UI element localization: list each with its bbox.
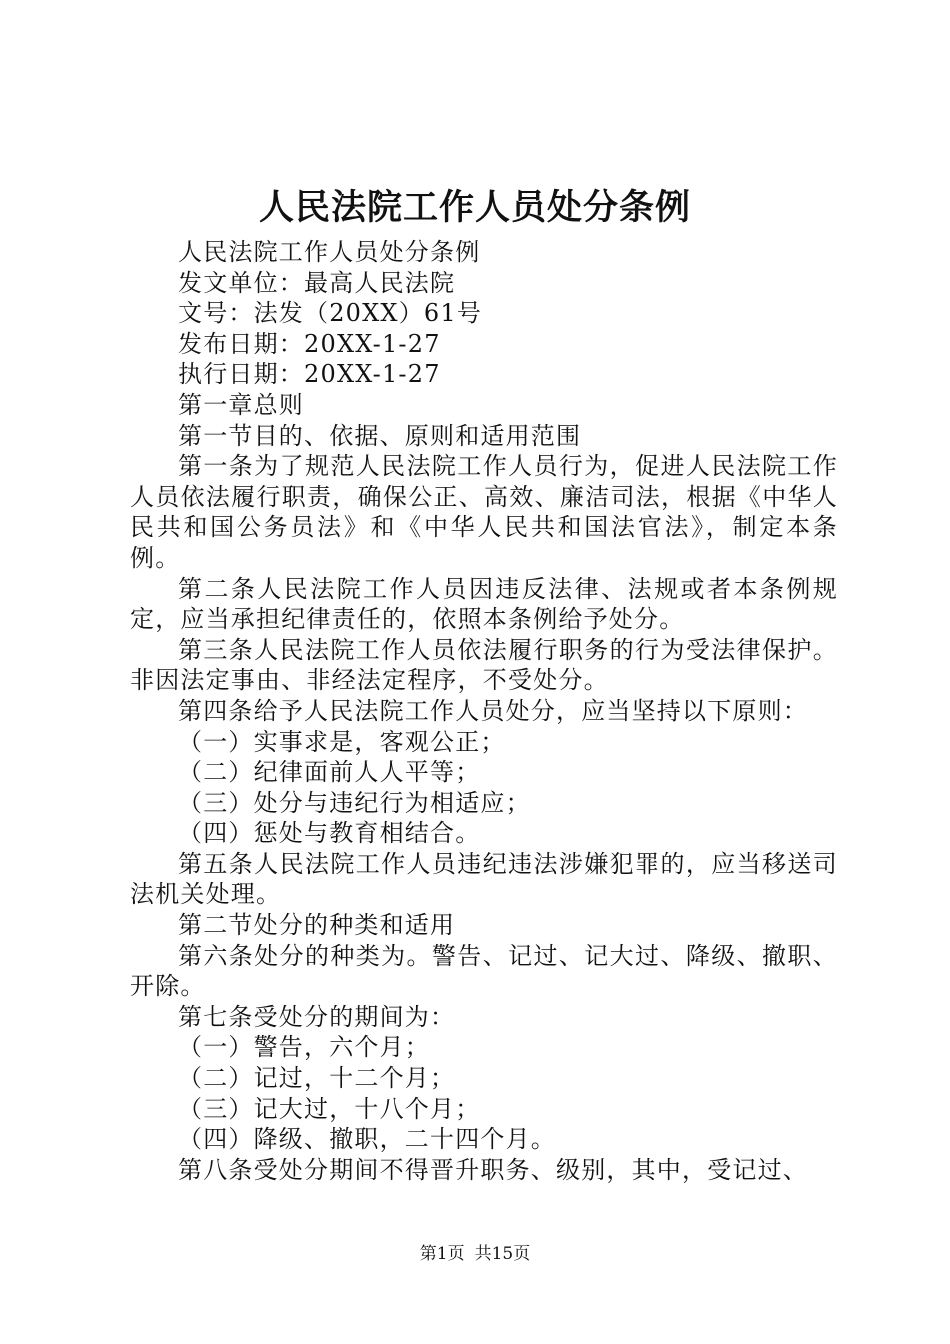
paragraph: 发文单位：最高人民法院: [178, 268, 456, 297]
document-body: [130, 237, 838, 1185]
article-paragraph: 第七条受处分的期间为：: [178, 1002, 456, 1031]
page-footer: [0, 1242, 950, 1266]
paragraph: 文号：法发（20XX）61号: [178, 299, 483, 328]
article-paragraph: 第六条处分的种类为。警告、记过、记大过、降级、撤职、开除。: [130, 941, 838, 1001]
list-item: （二）纪律面前人人平等；: [178, 758, 481, 787]
article-paragraph: 第五条人民法院工作人员违纪违法涉嫌犯罪的，应当移送司法机关处理。: [130, 849, 838, 909]
article-paragraph: 第八条受处分期间不得晋升职务、级别，其中，受记过、: [178, 1155, 808, 1184]
section-heading: 第二节处分的种类和适用: [178, 911, 456, 940]
article-paragraph: 第四条给予人民法院工作人员处分，应当坚持以下原则：: [178, 696, 808, 725]
list-item: （一）警告，六个月；: [178, 1033, 430, 1062]
list-item: （一）实事求是，客观公正；: [178, 727, 506, 756]
paragraph: 发布日期：20XX-1-27: [178, 329, 441, 358]
article-paragraph: 第二条人民法院工作人员因违反法律、法规或者本条例规定，应当承担纪律责任的，依照本条例给予处分。: [130, 574, 838, 634]
article-paragraph: 第三条人民法院工作人员依法履行职务的行为受法律保护。非因法定事由、非经法定程序，不受处分。: [130, 635, 838, 695]
list-item: （三）记大过，十八个月；: [178, 1094, 481, 1123]
list-item: （四）降级、撤职，二十四个月。: [178, 1125, 556, 1154]
section-heading: 第一节目的、依据、原则和适用范围: [178, 421, 582, 450]
paragraph: 人民法院工作人员处分条例: [178, 238, 481, 266]
page-number: 第1页: [419, 1244, 465, 1264]
list-item: （三）处分与违纪行为相适应；: [178, 788, 531, 817]
document-title: 人民法院工作人员处分条例: [258, 187, 691, 228]
list-item: （二）记过，十二个月；: [178, 1064, 456, 1093]
chapter-heading: 第一章总则: [178, 390, 304, 419]
article-paragraph: 第一条为了规范人民法院工作人员行为，促进人民法院工作人员依法履行职责，确保公正、高效、廉洁司法，根据《中华人民共和国公务员法》和《中华人民共和国法官法》，制定本条例。: [130, 452, 838, 572]
paragraph: 执行日期：20XX-1-27: [178, 360, 441, 389]
list-item: （四）惩处与教育相结合。: [178, 819, 481, 848]
page-total: 共15页: [474, 1244, 531, 1264]
